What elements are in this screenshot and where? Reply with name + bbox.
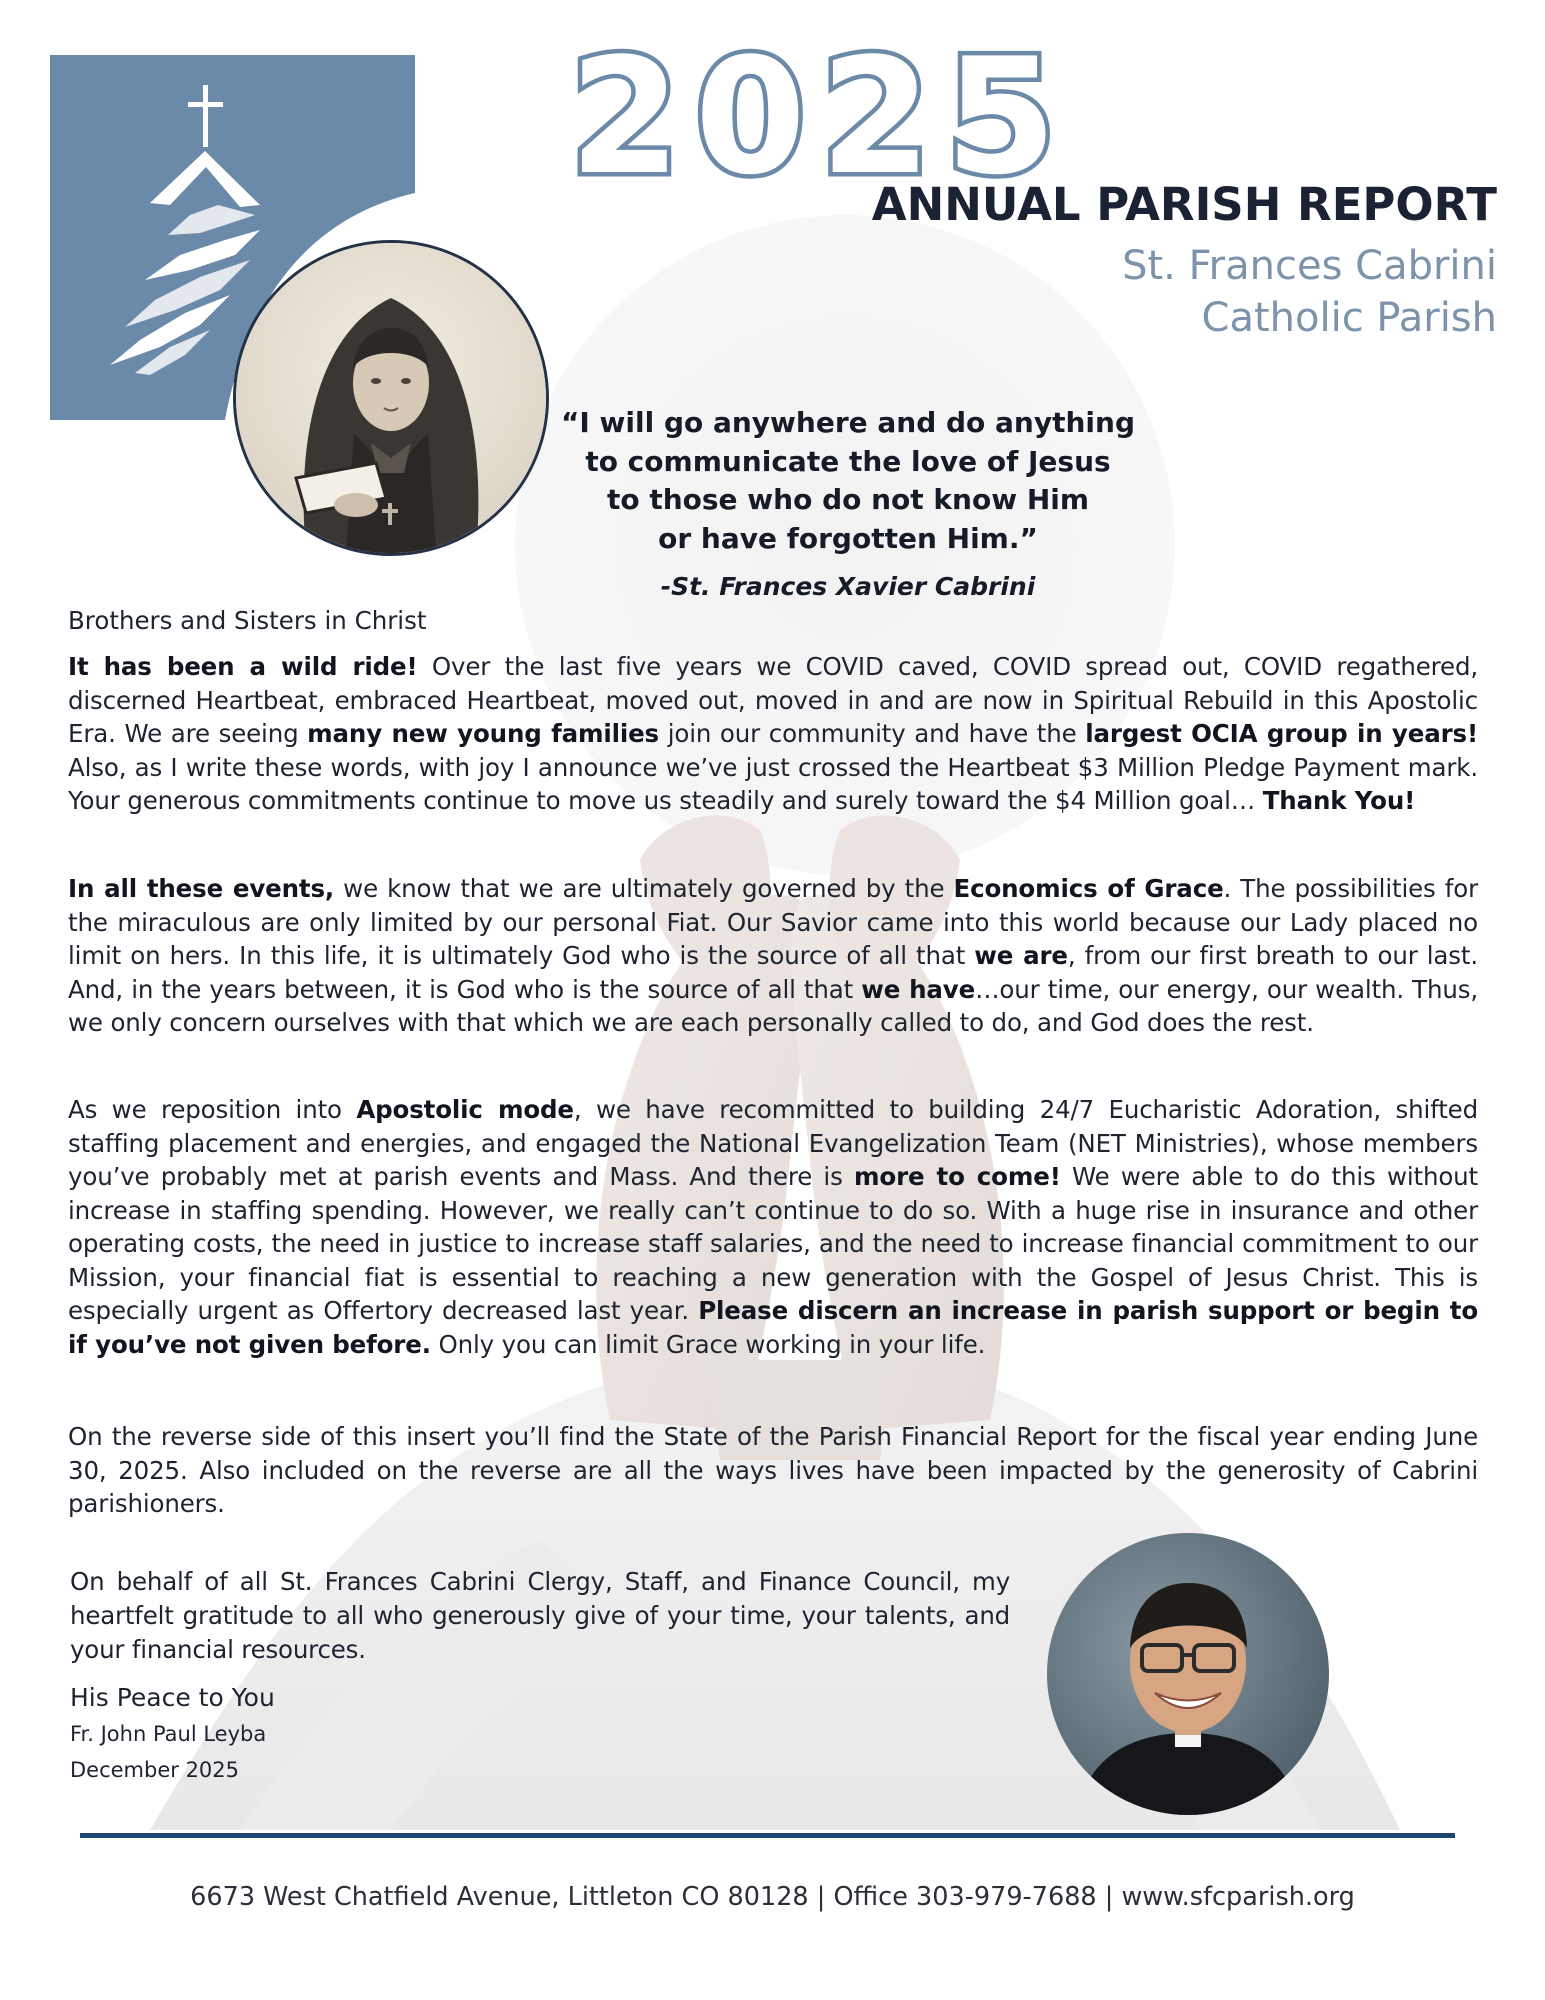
emphasis-text: Thank You! [1262, 786, 1416, 815]
year-text: 2025 [569, 30, 1071, 200]
salutation: Brothers and Sisters in Christ [68, 606, 427, 635]
emphasis-text: It has been a wild ride! [68, 652, 418, 681]
emphasis-text: In all these events, [68, 874, 335, 903]
paragraph-economics-of-grace: In all these events, we know that we are ultimately governed by the Economics of Grace. The possibilities for the miraculous are only limited by our personal Fiat. Our Savior came into this world because our Lady placed no limit on hers. In this life, it is ultimately God who is the source of all that we are, from our first breath to our last. And, in the years between, it is God who is the source of all that we have…our time, our energy, our wealth. Thus, we only concern ourselves with that which we are each personally called to do, and God does the rest. [68, 874, 1478, 1037]
emphasis-text: we have [861, 974, 976, 1004]
report-title: ANNUAL PARISH REPORT [871, 178, 1497, 231]
quote-author: -St. Frances Xavier Cabrini [660, 572, 1036, 601]
emphasis-text: Apostolic mode [356, 1095, 574, 1124]
footer-divider [80, 1833, 1455, 1838]
gratitude-paragraph: On behalf of all St. Frances Cabrini Clergy, Staff, and Finance Council, my heartfelt gratitude to all who generously give of your time, your talents, and your financial resources. [70, 1567, 1010, 1664]
fr-john-paul-leyba-portrait [1047, 1533, 1329, 1815]
quote-line: or have forgotten Him.” [658, 521, 1038, 555]
year-title [540, 30, 1100, 200]
footer-contact: 6673 West Chatfield Avenue, Littleton CO 80128 | Office 303-979-7688 | www.sfcparish.org [190, 1882, 1355, 1912]
paragraph-apostolic-mode: As we reposition into Apostolic mode, we have recommitted to building 24/7 Eucharistic Adoration, shifted staffing placement and energies, and engaged the National Evangelization Team (NET Ministries), whose members you’ve probably met at parish events and Mass. And there is more to come! We were able to do this without increase in staffing spending. However, we really can’t continue to do so. With a huge rise in insurance and other operating costs, the need in justice to increase staff salaries, and the need to increase financial commitment to our Mission, your financial fiat is essential to reaching a new generation with the Gospel of Jesus Christ. This is especially urgent as Offertory decreased last year. Please discern an increase in parish support or begin to if you’ve not given before. Only you can limit Grace working in your life. [68, 1095, 1479, 1359]
quote-line: to those who do not know Him [606, 483, 1090, 516]
cabrini-quote [548, 404, 1148, 558]
quote-line: to communicate the love of Jesus [585, 444, 1111, 478]
letter-date: December 2025 [70, 1758, 240, 1782]
st-frances-cabrini-portrait [233, 240, 549, 556]
emphasis-text: largest OCIA group in years! [1085, 719, 1478, 748]
paragraph-financial-report: On the reverse side of this insert you’ll find the State of the Parish Financial Report for the fiscal year ending June 30, 2025. Also included on the reverse are all the ways lives have been impacted by the generosity of Cabrini parishioners. [68, 1422, 1478, 1518]
parish-name [1122, 240, 1497, 344]
parish-name-line2: Catholic Parish [1201, 295, 1497, 341]
quote-line: “I will go anywhere and do anything [560, 406, 1136, 439]
emphasis-text: Please discern an increase in parish support or begin to if you’ve not given before. [68, 1296, 1478, 1359]
emphasis-text: more to come! [854, 1162, 1061, 1191]
parish-name-line1: St. Frances Cabrini [1122, 243, 1497, 289]
signoff: His Peace to You [70, 1683, 275, 1712]
emphasis-text: Economics of Grace [953, 874, 1224, 903]
paragraph-wild-ride: It has been a wild ride! Over the last five years we COVID caved, COVID spread out, COVID regathered, discerned Heartbeat, embraced Heartbeat, moved out, moved in and are now in Spiritual Rebuild in this Apostolic Era. We are seeing many new young families join our community and have the largest OCIA group in years! Also, as I write these words, with joy I announce we’ve just crossed the Heartbeat $3 Million Pledge Payment mark. Your generous commitments continue to move us steadily and surely toward the $4 Million goal… Thank You! [68, 652, 1478, 815]
signature-name: Fr. John Paul Leyba [70, 1722, 267, 1746]
emphasis-text: we are [974, 941, 1068, 970]
emphasis-text: many new young families [307, 719, 659, 748]
